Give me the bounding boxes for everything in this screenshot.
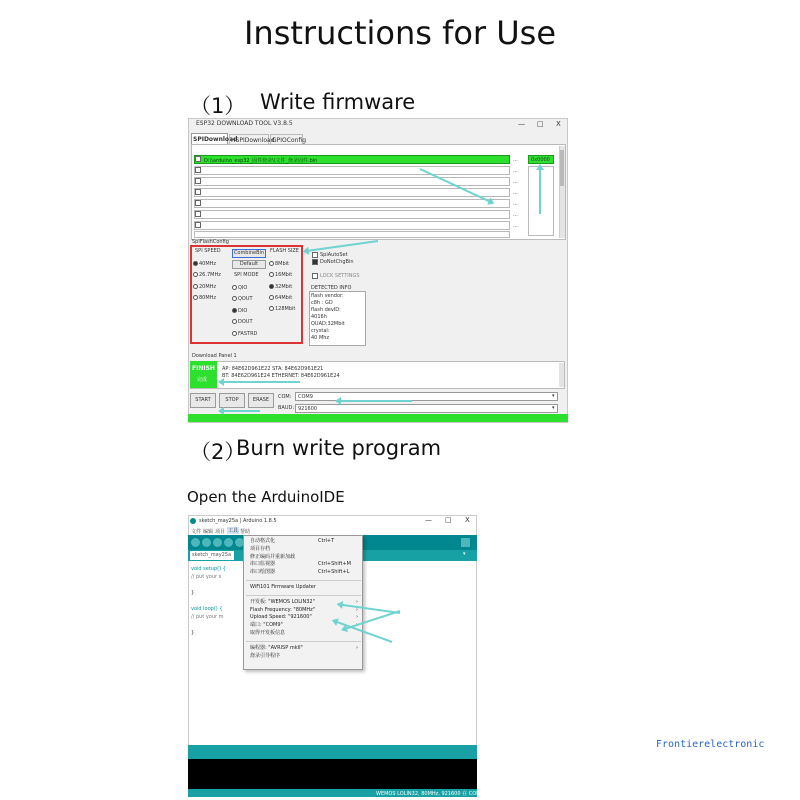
menu-divider xyxy=(246,577,361,581)
file-row-7[interactable] xyxy=(194,221,510,230)
menu-tools[interactable]: 工具 xyxy=(228,528,239,534)
donotchgbin-label: DoNotChgBin xyxy=(320,259,354,265)
file-row-1-checkbox[interactable] xyxy=(195,156,201,162)
file-row-5-checkbox[interactable] xyxy=(195,200,201,206)
file-row-6-checkbox[interactable] xyxy=(195,211,201,217)
menu-item-serial-monitor[interactable]: 串口监视器 Ctrl+Shift+M xyxy=(250,561,351,568)
lock-settings-label: LOCK SETTINGS xyxy=(320,273,360,279)
console-output xyxy=(188,759,477,789)
detected-info-label: DETECTED INFO xyxy=(311,285,352,291)
spi-speed-option[interactable]: 26.7MHz xyxy=(193,272,221,278)
spi-autoset-checkbox[interactable] xyxy=(312,252,318,258)
chevron-down-icon[interactable]: ▾ xyxy=(463,551,466,557)
erase-button[interactable]: ERASE xyxy=(248,393,274,408)
donotchgbin-checkbox[interactable] xyxy=(312,259,318,265)
flash-size-option[interactable]: 32Mbit xyxy=(269,284,292,290)
file-row-1-path: D:\\arduino_esp32_固件烧录\\文件_烧录固件.bin xyxy=(204,158,318,164)
watermark: Frontierelectronic xyxy=(656,739,765,750)
flash-size-label: FLASH SIZE xyxy=(270,248,299,254)
radio-selected-icon xyxy=(193,261,198,266)
stop-button[interactable]: STOP xyxy=(219,393,245,408)
menu-item-programmer[interactable]: 编程器: "AVRISP mkII" › xyxy=(250,644,358,651)
spi-mode-option[interactable]: DIO xyxy=(232,308,247,314)
code-line: void setup() { xyxy=(191,566,226,572)
radio-icon xyxy=(232,331,237,336)
code-line: } xyxy=(191,590,195,596)
radio-icon xyxy=(269,261,274,266)
step2-label: Burn write program xyxy=(236,436,442,460)
download-panel-label: Download Panel 1 xyxy=(192,353,237,359)
menu-help[interactable]: 帮助 xyxy=(240,529,251,535)
radio-selected-icon xyxy=(232,308,237,313)
flash-tool-title: ESP32 DOWNLOAD TOOL V3.8.5 xyxy=(196,120,293,127)
arduino-window-title: sketch_may25a | Arduino 1.8.5 xyxy=(199,518,277,524)
baud-value: 921600 xyxy=(298,406,318,412)
file-row-3-checkbox[interactable] xyxy=(195,178,201,184)
spi-speed-option[interactable]: 20MHz xyxy=(193,284,216,290)
download-panel-scrollbar[interactable] xyxy=(559,363,564,387)
maximize-button[interactable]: □ xyxy=(537,120,544,128)
status-subtitle: 完成 xyxy=(197,377,208,383)
file-row-6[interactable] xyxy=(194,210,510,219)
tab-spidownload[interactable]: SPIDownload xyxy=(191,133,228,144)
scrollbar-thumb[interactable] xyxy=(560,150,564,186)
menu-divider xyxy=(246,592,361,596)
flash-size-option[interactable]: 128Mbit xyxy=(269,306,295,312)
maximize-button[interactable]: □ xyxy=(445,516,452,524)
detected-info-line: flash devID: xyxy=(311,307,341,313)
radio-icon xyxy=(232,285,237,290)
close-button[interactable]: X xyxy=(465,516,470,524)
mac-line: AP: 84E62D961E22 STA: 84E62D961E21 xyxy=(222,366,324,372)
file-row-2[interactable] xyxy=(194,166,510,175)
radio-icon xyxy=(269,272,274,277)
minimize-button[interactable]: — xyxy=(518,120,525,128)
start-button[interactable]: START xyxy=(190,393,216,408)
radio-icon xyxy=(193,295,198,300)
radio-selected-icon xyxy=(269,284,274,289)
detected-info-line: QUAD;32Mbit xyxy=(311,321,345,327)
tab-gpioconfig[interactable]: GPIOConfig xyxy=(270,134,303,144)
file-row-5[interactable] xyxy=(194,199,510,208)
menu-item-board-info[interactable]: 取得开发板信息 xyxy=(250,629,286,636)
menu-item-burn-bootloader[interactable]: 烧录引导程序 xyxy=(250,652,281,659)
default-button[interactable]: Default xyxy=(232,260,266,269)
menu-item-upload-speed[interactable]: Upload Speed: "921600" › xyxy=(250,614,358,621)
browse-icon[interactable]: ... xyxy=(513,212,518,218)
code-line: } xyxy=(191,630,195,636)
tab-hspidownload[interactable]: HSPIDownload xyxy=(229,134,269,144)
code-line: void loop() { xyxy=(191,606,223,612)
menu-sketch[interactable]: 项目 xyxy=(215,529,226,535)
spi-mode-option[interactable]: FASTRD xyxy=(232,331,257,337)
menu-item-flash-frequency[interactable]: Flash Frequency: "80MHz" › xyxy=(250,606,358,613)
menu-item-archive-sketch[interactable]: 项目存档 xyxy=(250,545,271,552)
console-header xyxy=(188,745,477,759)
spi-mode-label: SPI MODE xyxy=(234,272,259,278)
spi-mode-option[interactable]: DOUT xyxy=(232,319,253,325)
menu-item-board[interactable]: 开发板: "WEMOS LOLIN32" › xyxy=(250,598,358,605)
chevron-down-icon[interactable]: ▾ xyxy=(552,405,555,411)
status-title: FINISH xyxy=(192,365,215,372)
browse-icon[interactable]: ... xyxy=(513,179,518,185)
menu-file[interactable]: 文件 xyxy=(191,529,202,535)
new-icon[interactable] xyxy=(213,538,222,547)
radio-icon xyxy=(193,284,198,289)
open-icon[interactable] xyxy=(224,538,233,547)
com-value: COM9 xyxy=(298,394,313,400)
spi-speed-option[interactable]: 80MHz xyxy=(193,295,216,301)
spi-mode-option[interactable]: QOUT xyxy=(232,296,253,302)
arrow-icon xyxy=(337,400,412,402)
close-button[interactable]: X xyxy=(556,120,561,128)
detected-info-line: 4016h xyxy=(311,314,327,320)
radio-icon xyxy=(269,295,274,300)
arrow-icon xyxy=(220,410,260,412)
menu-item-fix-encoding[interactable]: 修正编码并重新加载 xyxy=(250,553,296,560)
step2-number: （2） xyxy=(190,440,246,464)
chevron-down-icon[interactable]: ▾ xyxy=(552,393,555,399)
radio-icon xyxy=(269,306,274,311)
detected-info-line: flash vendor: xyxy=(311,293,344,299)
file-row-8[interactable] xyxy=(194,231,510,238)
progress-bar xyxy=(188,414,568,422)
file-row-3[interactable] xyxy=(194,177,510,186)
detected-info-line: 40 Mhz xyxy=(311,335,330,341)
arduino-status-text: WEMOS LOLIN32, 80MHz, 921600 在 COM9 xyxy=(376,791,484,797)
browse-icon[interactable]: ... xyxy=(513,157,518,163)
spi-autoset-label: SpiAutoSet xyxy=(320,252,348,258)
menu-item-wifi-updater[interactable]: WiFi101 Firmware Updater xyxy=(250,583,316,590)
step1-label: Write firmware xyxy=(260,90,416,114)
combine-bin-button[interactable]: CombineBin xyxy=(233,250,265,256)
spi-mode-option[interactable]: QIO xyxy=(232,285,247,291)
serial-monitor-icon[interactable] xyxy=(461,538,470,547)
flash-size-option[interactable]: 8Mbit xyxy=(269,261,289,267)
verify-icon[interactable] xyxy=(191,538,200,547)
arrow-icon xyxy=(220,381,300,383)
tools-menu-items xyxy=(246,538,361,660)
browse-icon[interactable]: ... xyxy=(513,223,518,229)
spi-speed-label: SPI SPEED xyxy=(195,248,221,254)
file-row-7-checkbox[interactable] xyxy=(195,222,201,228)
baud-label: BAUD: xyxy=(278,405,295,411)
step2-subtitle: Open the ArduinoIDE xyxy=(187,488,345,506)
file-row-1-address-text: 0x0000 xyxy=(531,157,550,163)
section-label: SpiFlashConfig xyxy=(192,239,229,245)
code-line: // put your s xyxy=(191,574,222,580)
flash-size-option[interactable]: 64Mbit xyxy=(269,295,292,301)
arduino-logo-icon xyxy=(190,518,196,524)
browse-icon[interactable]: ... xyxy=(513,201,518,207)
code-line: // put your m xyxy=(191,614,224,620)
baud-select[interactable] xyxy=(295,404,558,413)
step1-number: （1） xyxy=(190,94,246,118)
radio-icon xyxy=(193,272,198,277)
file-row-2-checkbox[interactable] xyxy=(195,167,201,173)
page-title: Instructions for Use xyxy=(243,14,557,52)
flash-size-option[interactable]: 16Mbit xyxy=(269,272,292,278)
spi-speed-option[interactable]: 40MHz xyxy=(193,261,216,267)
lock-settings-checkbox[interactable] xyxy=(312,273,318,279)
upload-icon[interactable] xyxy=(202,538,211,547)
menu-item-auto-format[interactable]: 自动格式化 Ctrl+T xyxy=(250,538,335,544)
address-column[interactable] xyxy=(528,166,554,236)
sketch-tab[interactable]: sketch_may25a xyxy=(190,551,234,560)
radio-icon xyxy=(232,319,237,324)
browse-icon[interactable]: ... xyxy=(513,168,518,174)
detected-info-line: crystal: xyxy=(311,328,330,334)
menu-divider xyxy=(246,638,361,642)
com-label: COM: xyxy=(278,394,292,400)
radio-icon xyxy=(232,296,237,301)
mac-line: BT: 84E62D961E24 ETHERNET: 84E62D961E24 xyxy=(222,373,340,379)
arrow-icon xyxy=(539,166,541,214)
minimize-button[interactable]: — xyxy=(425,516,432,524)
browse-icon[interactable]: ... xyxy=(513,190,518,196)
file-row-4-checkbox[interactable] xyxy=(195,189,201,195)
detected-info-line: c8h : GD xyxy=(311,300,333,306)
menu-item-serial-plotter[interactable]: 串口绘图器 Ctrl+Shift+L xyxy=(250,569,350,576)
menu-edit[interactable]: 编辑 xyxy=(203,529,214,535)
menu-item-port[interactable]: 端口: "COM9" xyxy=(250,622,283,629)
